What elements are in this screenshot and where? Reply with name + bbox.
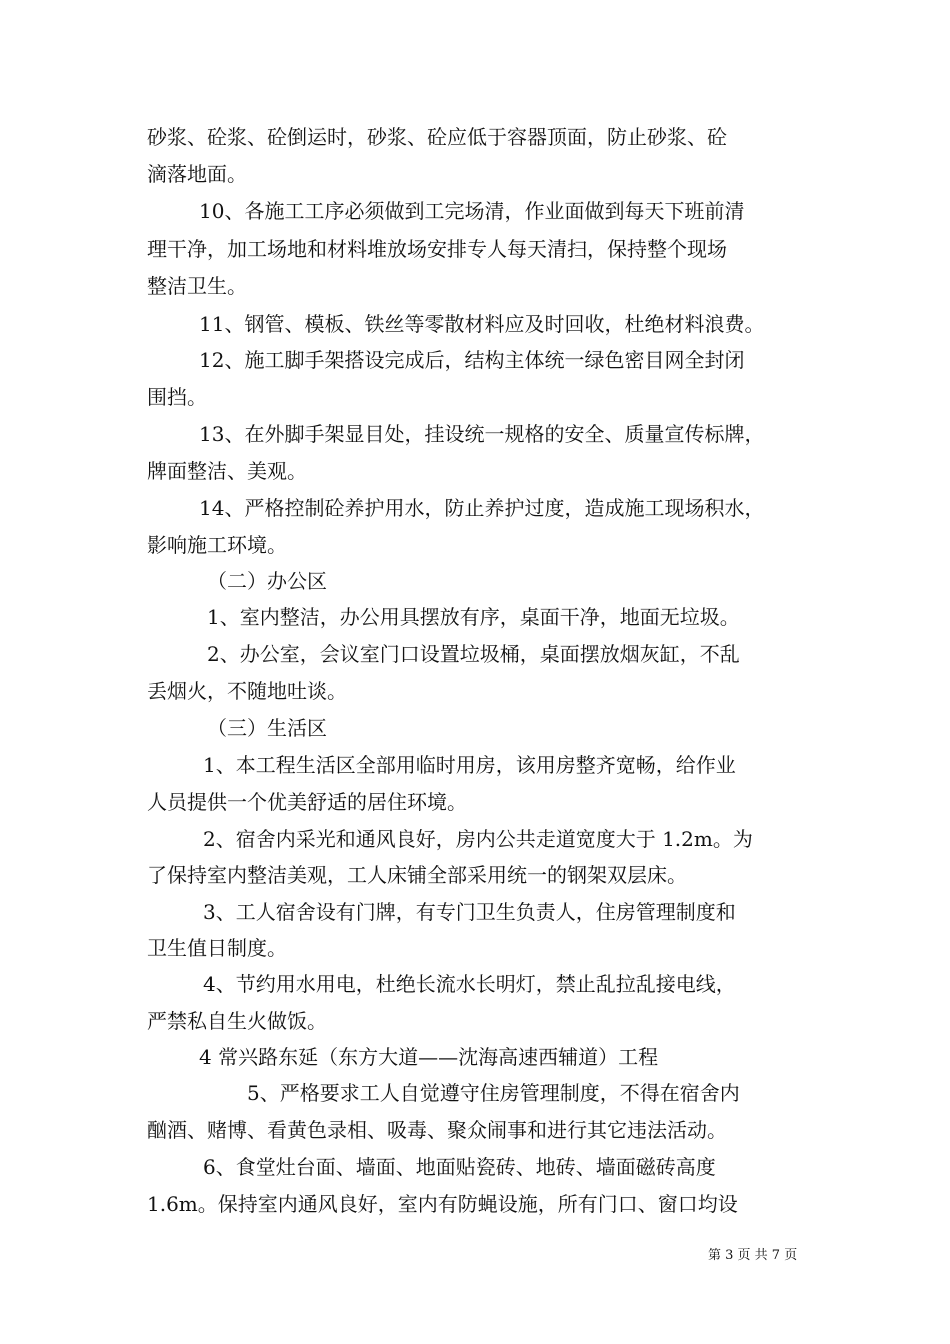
text-line: 4 常兴路东延（东方大道——沈海高速西辅道）工程: [199, 1045, 659, 1069]
text-line: 2、宿舍内采光和通风良好，房内公共走道宽度大于 1.2m。为: [203, 827, 753, 851]
text-line: 丢烟火，不随地吐谈。: [147, 679, 347, 703]
text-line: 2、办公室，会议室门口设置垃圾桶，桌面摆放烟灰缸，不乱: [207, 642, 740, 666]
text-line: 14、严格控制砼养护用水，防止养护过度，造成施工现场积水，: [199, 496, 765, 520]
text-line: 3、工人宿舍设有门牌，有专门卫生负责人，住房管理制度和: [203, 900, 736, 924]
text-line: 11、钢管、模板、铁丝等零散材料应及时回收，杜绝材料浪费。: [199, 312, 765, 336]
text-line: 围挡。: [147, 385, 207, 409]
text-line: 牌面整洁、美观。: [147, 459, 307, 483]
section-heading: （二）办公区: [207, 569, 327, 593]
text-line: 13、在外脚手架显目处，挂设统一规格的安全、质量宣传标牌，: [199, 422, 765, 446]
text-line: 滴落地面。: [147, 162, 247, 186]
page-number: 第 3 页 共 7 页: [708, 1248, 798, 1263]
text-line: 砂浆、砼浆、砼倒运时，砂浆、砼应低于容器顶面，防止砂浆、砼: [147, 125, 727, 149]
text-line: 6、食堂灶台面、墙面、地面贴瓷砖、地砖、墙面磁砖高度: [203, 1155, 716, 1179]
text-line: 人员提供一个优美舒适的居住环境。: [147, 790, 467, 814]
text-line: 酗酒、赌博、看黄色录相、吸毒、聚众闹事和进行其它违法活动。: [147, 1118, 727, 1142]
text-line: 10、各施工工序必须做到工完场清，作业面做到每天下班前清: [199, 199, 745, 223]
text-line: 理干净，加工场地和材料堆放场安排专人每天清扫，保持整个现场: [147, 237, 727, 261]
text-line: 1.6m。保持室内通风良好，室内有防蝇设施，所有门口、窗口均设: [147, 1192, 738, 1216]
text-line: 12、施工脚手架搭设完成后，结构主体统一绿色密目网全封闭: [199, 348, 745, 372]
section-heading: 影响施工环境。: [147, 533, 287, 557]
text-line: 卫生值日制度。: [147, 936, 287, 960]
section-heading: （三）生活区: [207, 716, 327, 740]
text-line: 整洁卫生。: [147, 274, 247, 298]
text-line: 5、严格要求工人自觉遵守住房管理制度，不得在宿舍内: [247, 1081, 740, 1105]
text-line: 1、本工程生活区全部用临时用房，该用房整齐宽畅，给作业: [203, 753, 736, 777]
text-line: 了保持室内整洁美观，工人床铺全部采用统一的钢架双层床。: [147, 863, 687, 887]
text-line: 1、室内整洁，办公用具摆放有序，桌面干净，地面无垃圾。: [207, 605, 740, 629]
text-line: 严禁私自生火做饭。: [147, 1009, 327, 1033]
text-line: 4、节约用水用电，杜绝长流水长明灯，禁止乱拉乱接电线，: [203, 972, 736, 996]
